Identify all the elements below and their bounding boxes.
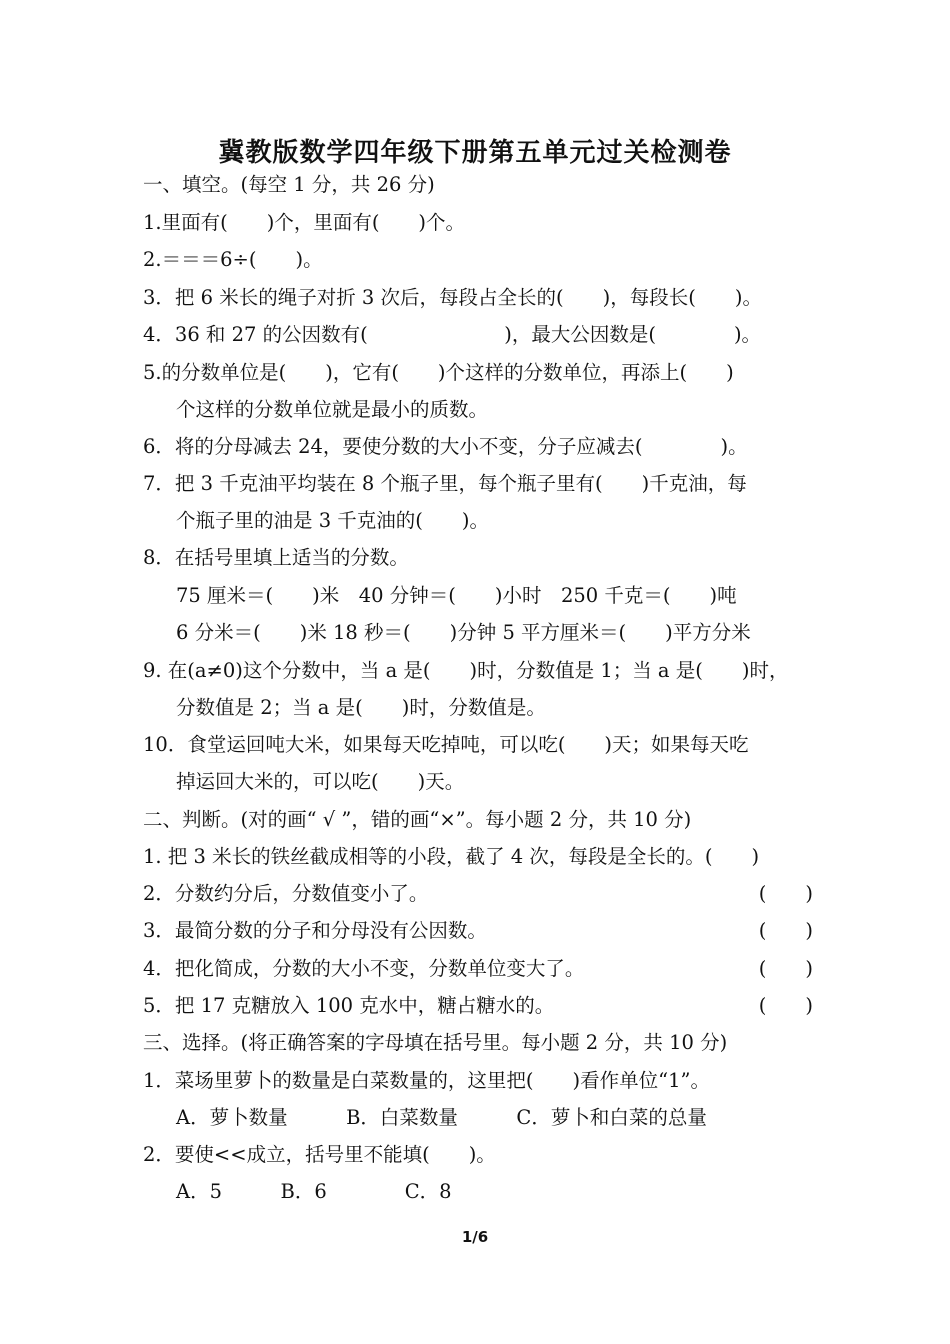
question-2-4 [143,954,813,984]
answer-bracket: ( ) [758,957,813,980]
question-1-7: 7．把 3 千克油平均装在 8 个瓶子里，每个瓶子里有( )千克油，每 [143,472,747,495]
answer-bracket: ( ) [758,919,813,942]
question-1-8-row1: 75 厘米＝( )米 40 分钟＝( )小时 250 千克＝( )吨 [176,584,737,607]
question-2-4-text: 4．把化简成，分数的大小不变，分数单位变大了。 [143,957,585,980]
question-1-7-cont: 个瓶子里的油是 3 千克油的( )。 [176,509,490,532]
question-1-6: 6．将的分母减去 24，要使分数的大小不变，分子应减去( )。 [143,435,748,458]
question-2-2-text: 2．分数约分后，分数值变小了。 [143,882,429,905]
question-2-3-text: 3．最简分数的分子和分母没有公因数。 [143,919,487,942]
answer-bracket: ( ) [758,882,813,905]
question-1-5-cont: 个这样的分数单位就是最小的质数。 [176,398,489,421]
question-1-4: 4．36 和 27 的公因数有( )，最大公因数是( )。 [143,323,762,346]
question-1-10: 10．食堂运回吨大米，如果每天吃掉吨，可以吃( )天；如果每天吃 [143,733,749,756]
question-1-1: 1.里面有( )个，里面有( )个。 [143,211,466,234]
answer-bracket: ( ) [758,994,813,1017]
question-2-1: 1. 把 3 米长的铁丝截成相等的小段，截了 4 次，每段是全长的。( ) [143,845,760,868]
question-1-10-cont: 掉运回大米的，可以吃( )天。 [176,770,465,793]
question-1-8: 8．在括号里填上适当的分数。 [143,546,409,569]
page-number: 1/6 [461,1228,489,1246]
question-1-2: 2.＝＝＝6÷( )。 [143,248,323,271]
question-1-3: 3．把 6 米长的绳子对折 3 次后，每段占全长的( )，每段长( )。 [143,286,762,309]
question-2-2 [143,879,813,909]
question-3-1: 1．菜场里萝卜的数量是白菜数量的，这里把( )看作单位“1”。 [143,1069,710,1092]
question-3-2-options: A．5 B．6 C．8 [176,1180,452,1203]
section-1-heading: 一、填空。(每空 1 分，共 26 分) [143,173,435,196]
section-3-heading: 三、选择。(将正确答案的字母填在括号里。每小题 2 分，共 10 分) [143,1031,728,1054]
question-1-9-cont: 分数值是 2；当 a 是( )时，分数值是。 [176,696,546,719]
section-2-heading: 二、判断。(对的画“ √ ”，错的画“×”。每小题 2 分，共 10 分) [143,808,692,831]
question-3-2: 2．要使<<成立，括号里不能填( )。 [143,1143,496,1166]
question-1-5: 5.的分数单位是( )，它有( )个这样的分数单位，再添上( ) [143,361,734,384]
question-3-1-options: A．萝卜数量 B．白菜数量 C．萝卜和白菜的总量 [176,1106,707,1129]
question-2-5-text: 5．把 17 克糖放入 100 克水中，糖占糖水的。 [143,994,555,1017]
question-2-3 [143,916,813,946]
question-1-8-row2: 6 分米＝( )米 18 秒＝( )分钟 5 平方厘米＝( )平方分米 [176,621,751,644]
exam-title: 冀教版数学四年级下册第五单元过关检测卷 [218,138,732,168]
question-1-9: 9. 在(a≠0)这个分数中，当 a 是( )时，分数值是 1；当 a 是( )时， [143,659,789,682]
question-2-5 [143,991,813,1021]
